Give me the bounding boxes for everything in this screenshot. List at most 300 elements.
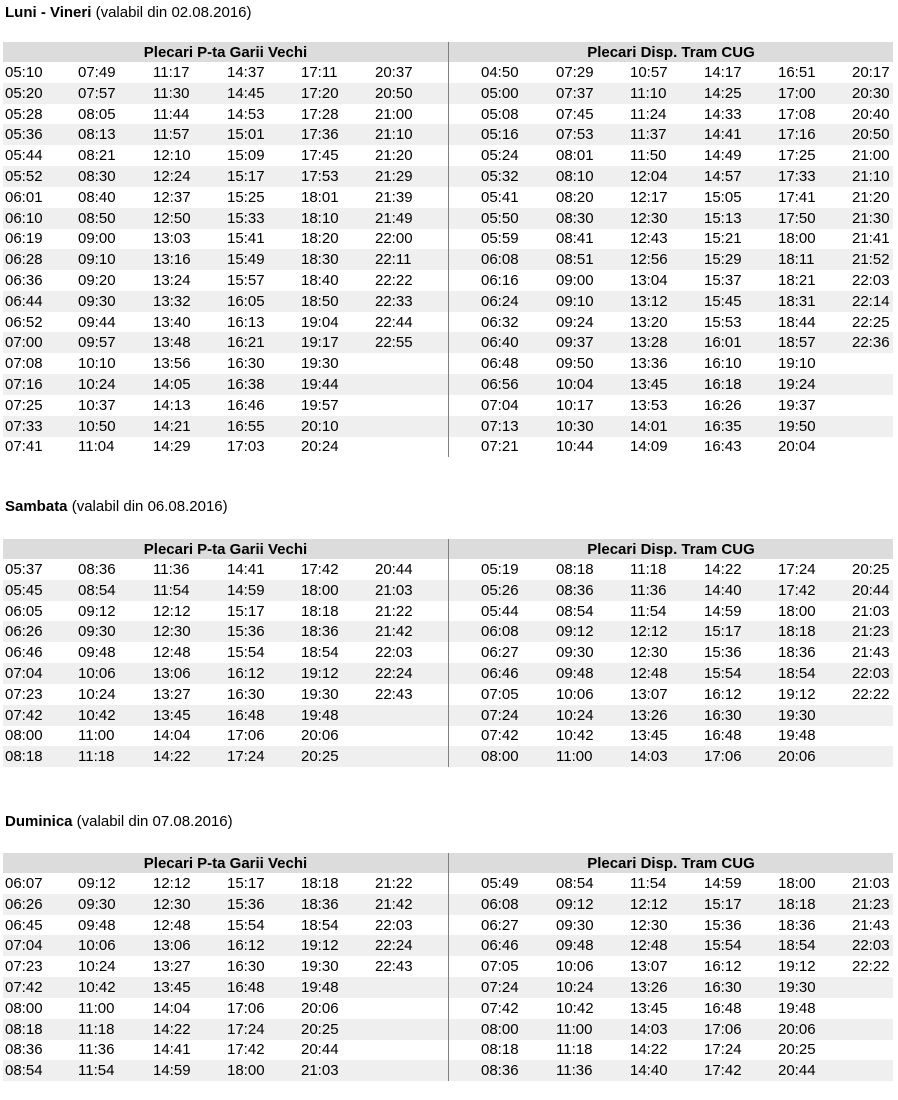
left-departure-time: 12:48 — [153, 916, 191, 934]
left-departure-time: 05:28 — [5, 105, 43, 123]
right-departure-time: 13:26 — [630, 706, 668, 724]
left-departure-time: 14:29 — [153, 438, 191, 456]
right-departure-time: 14:40 — [704, 581, 742, 599]
right-departure-time: 15:29 — [704, 251, 742, 269]
left-departure-time: 10:24 — [78, 376, 116, 393]
left-departure-time: 16:38 — [227, 376, 265, 393]
left-departure-time: 06:52 — [5, 313, 43, 331]
left-departure-time: 11:04 — [78, 438, 115, 456]
left-departure-time: 21:42 — [375, 895, 413, 913]
section-title-validity: (valabil din 02.08.2016) — [91, 4, 252, 21]
left-departure-time: 05:37 — [5, 561, 43, 578]
right-departure-time: 20:04 — [778, 438, 816, 456]
right-departure-time: 15:36 — [704, 916, 742, 934]
left-departure-time: 12:12 — [153, 602, 191, 620]
left-departure-time: 16:21 — [227, 334, 265, 352]
left-column-title: Plecari P-ta Garii Vechi — [143, 855, 308, 872]
left-departure-time: 19:48 — [301, 979, 339, 996]
right-departure-time: 09:30 — [556, 644, 594, 662]
left-departure-time: 21:03 — [375, 581, 413, 599]
right-departure-time: 19:24 — [778, 376, 816, 393]
right-departure-time: 07:53 — [556, 126, 594, 144]
right-departure-time: 10:42 — [556, 727, 594, 745]
right-departure-time: 16:10 — [704, 355, 742, 373]
right-departure-time: 10:44 — [556, 438, 594, 456]
right-column-title: Plecari Disp. Tram CUG — [587, 541, 755, 558]
left-departure-time: 11:44 — [153, 105, 190, 123]
left-departure-time: 14:41 — [153, 1041, 191, 1059]
left-departure-time: 19:12 — [301, 937, 339, 955]
right-departure-time: 09:12 — [556, 623, 594, 641]
right-departure-time: 20:44 — [852, 581, 890, 599]
right-departure-time: 20:06 — [778, 1020, 816, 1038]
left-departure-time: 09:10 — [78, 251, 116, 269]
column-separator — [448, 42, 449, 457]
right-departure-time: 06:27 — [481, 916, 519, 934]
left-departure-time: 18:40 — [301, 272, 339, 289]
left-departure-time: 20:06 — [301, 727, 339, 745]
right-departure-time: 22:36 — [852, 334, 890, 352]
right-departure-time: 22:22 — [852, 685, 890, 703]
left-departure-time: 08:18 — [5, 748, 43, 766]
right-departure-time: 15:37 — [704, 272, 742, 289]
left-departure-time: 18:00 — [301, 581, 339, 599]
right-departure-time: 05:24 — [481, 147, 519, 165]
right-departure-time: 15:54 — [704, 937, 742, 955]
left-departure-time: 11:18 — [78, 748, 115, 766]
left-departure-time: 11:36 — [78, 1041, 115, 1059]
section-title-bold: Sambata — [5, 498, 68, 515]
right-departure-time: 13:28 — [630, 334, 668, 352]
left-departure-time: 15:17 — [227, 168, 265, 185]
right-departure-time: 17:42 — [704, 1062, 742, 1080]
left-departure-time: 10:24 — [78, 685, 116, 703]
right-departure-time: 21:43 — [852, 644, 890, 662]
left-departure-time: 07:49 — [78, 64, 116, 81]
right-departure-time: 13:53 — [630, 396, 668, 414]
right-departure-time: 12:30 — [630, 916, 668, 934]
left-departure-time: 05:44 — [5, 147, 43, 165]
left-departure-time: 17:45 — [301, 147, 339, 165]
left-departure-time: 17:53 — [301, 168, 339, 185]
right-departure-time: 19:50 — [778, 417, 816, 435]
left-departure-time: 11:54 — [153, 581, 190, 599]
right-departure-time: 12:30 — [630, 644, 668, 662]
right-departure-time: 11:18 — [556, 1041, 593, 1059]
right-departure-time: 05:50 — [481, 209, 519, 227]
left-departure-time: 14:22 — [153, 1020, 191, 1038]
left-departure-time: 22:24 — [375, 665, 413, 682]
right-departure-time: 22:14 — [852, 292, 890, 310]
right-departure-time: 15:54 — [704, 665, 742, 682]
right-departure-time: 20:17 — [852, 64, 890, 81]
left-departure-time: 07:41 — [5, 438, 43, 456]
left-departure-time: 16:30 — [227, 355, 265, 373]
left-departure-time: 14:53 — [227, 105, 265, 123]
right-departure-time: 05:44 — [481, 602, 519, 620]
right-departure-time: 18:00 — [778, 875, 816, 892]
right-departure-time: 18:11 — [778, 251, 815, 269]
left-departure-time: 20:24 — [301, 438, 339, 456]
right-departure-time: 21:00 — [852, 147, 890, 165]
right-departure-time: 17:24 — [778, 561, 816, 578]
left-departure-time: 09:12 — [78, 875, 116, 892]
right-departure-time: 14:01 — [630, 417, 668, 435]
right-departure-time: 07:05 — [481, 958, 519, 976]
right-departure-time: 21:30 — [852, 209, 890, 227]
right-departure-time: 07:13 — [481, 417, 519, 435]
right-departure-time: 17:33 — [778, 168, 816, 185]
left-departure-time: 13:48 — [153, 334, 191, 352]
right-departure-time: 20:25 — [852, 561, 890, 578]
right-departure-time: 15:45 — [704, 292, 742, 310]
left-departure-time: 07:00 — [5, 334, 43, 352]
left-departure-time: 11:00 — [78, 727, 115, 745]
right-departure-time: 10:30 — [556, 417, 594, 435]
left-departure-time: 13:06 — [153, 665, 191, 682]
left-column-title: Plecari P-ta Garii Vechi — [143, 541, 308, 558]
left-departure-time: 22:33 — [375, 292, 413, 310]
left-departure-time: 06:10 — [5, 209, 43, 227]
right-departure-time: 14:03 — [630, 748, 668, 766]
left-departure-time: 22:00 — [375, 230, 413, 248]
right-departure-time: 07:42 — [481, 727, 519, 745]
left-departure-time: 18:01 — [301, 188, 339, 206]
right-departure-time: 18:54 — [778, 665, 816, 682]
left-departure-time: 08:36 — [5, 1041, 43, 1059]
left-departure-time: 16:46 — [227, 396, 265, 414]
right-departure-time: 11:00 — [556, 1020, 593, 1038]
left-departure-time: 18:30 — [301, 251, 339, 269]
right-departure-time: 22:22 — [852, 958, 890, 976]
right-departure-time: 09:10 — [556, 292, 594, 310]
right-departure-time: 08:01 — [556, 147, 594, 165]
left-departure-time: 10:50 — [78, 417, 116, 435]
left-departure-time: 20:50 — [375, 84, 413, 102]
right-departure-time: 12:48 — [630, 937, 668, 955]
left-column-title: Plecari P-ta Garii Vechi — [143, 44, 308, 61]
left-departure-time: 15:54 — [227, 644, 265, 662]
right-departure-time: 08:30 — [556, 209, 594, 227]
left-departure-time: 19:30 — [301, 355, 339, 373]
left-departure-time: 16:12 — [227, 937, 265, 955]
right-departure-time: 14:40 — [630, 1062, 668, 1080]
right-departure-time: 20:06 — [778, 748, 816, 766]
right-departure-time: 05:32 — [481, 168, 519, 185]
right-departure-time: 22:03 — [852, 937, 890, 955]
left-departure-time: 06:36 — [5, 272, 43, 289]
right-departure-time: 07:37 — [556, 84, 594, 102]
right-departure-time: 19:12 — [778, 685, 816, 703]
right-departure-time: 17:41 — [778, 188, 816, 206]
left-departure-time: 20:44 — [375, 561, 413, 578]
left-departure-time: 12:10 — [153, 147, 191, 165]
left-departure-time: 10:06 — [78, 665, 116, 682]
right-departure-time: 06:40 — [481, 334, 519, 352]
left-departure-time: 08:00 — [5, 999, 43, 1017]
left-departure-time: 22:43 — [375, 685, 413, 703]
left-departure-time: 17:11 — [301, 64, 338, 81]
right-departure-time: 13:04 — [630, 272, 668, 289]
left-departure-time: 09:12 — [78, 602, 116, 620]
right-departure-time: 08:51 — [556, 251, 594, 269]
left-departure-time: 05:52 — [5, 168, 43, 185]
right-departure-time: 12:12 — [630, 623, 668, 641]
left-departure-time: 18:18 — [301, 602, 339, 620]
right-departure-time: 14:17 — [704, 64, 742, 81]
left-departure-time: 13:27 — [153, 685, 191, 703]
right-departure-time: 18:18 — [778, 895, 816, 913]
left-departure-time: 09:57 — [78, 334, 116, 352]
right-departure-time: 13:07 — [630, 958, 668, 976]
right-departure-time: 10:04 — [556, 376, 594, 393]
left-departure-time: 13:24 — [153, 272, 191, 289]
left-departure-time: 21:00 — [375, 105, 413, 123]
right-departure-time: 15:36 — [704, 644, 742, 662]
right-departure-time: 13:45 — [630, 999, 668, 1017]
left-departure-time: 06:01 — [5, 188, 43, 206]
left-departure-time: 18:50 — [301, 292, 339, 310]
left-departure-time: 12:48 — [153, 644, 191, 662]
left-departure-time: 13:56 — [153, 355, 191, 373]
left-departure-time: 20:06 — [301, 999, 339, 1017]
right-departure-time: 16:35 — [704, 417, 742, 435]
right-departure-time: 21:03 — [852, 602, 890, 620]
right-departure-time: 06:08 — [481, 623, 519, 641]
section-title — [5, 813, 233, 830]
left-departure-time: 08:50 — [78, 209, 116, 227]
right-departure-time: 11:10 — [630, 84, 667, 102]
left-departure-time: 20:44 — [301, 1041, 339, 1059]
right-departure-time: 08:36 — [556, 581, 594, 599]
right-departure-time: 10:42 — [556, 999, 594, 1017]
left-departure-time: 17:03 — [227, 438, 265, 456]
left-departure-time: 17:06 — [227, 999, 265, 1017]
left-departure-time: 19:17 — [301, 334, 339, 352]
left-departure-time: 10:42 — [78, 706, 116, 724]
right-departure-time: 14:59 — [704, 602, 742, 620]
left-departure-time: 15:25 — [227, 188, 265, 206]
left-departure-time: 19:48 — [301, 706, 339, 724]
left-departure-time: 14:13 — [153, 396, 191, 414]
left-departure-time: 21:22 — [375, 875, 413, 892]
right-departure-time: 14:25 — [704, 84, 742, 102]
left-departure-time: 13:03 — [153, 230, 191, 248]
left-departure-time: 18:20 — [301, 230, 339, 248]
right-departure-time: 18:00 — [778, 602, 816, 620]
left-departure-time: 12:30 — [153, 623, 191, 641]
right-departure-time: 13:26 — [630, 979, 668, 996]
left-departure-time: 07:16 — [5, 376, 43, 393]
right-departure-time: 10:57 — [630, 64, 668, 81]
right-departure-time: 13:45 — [630, 727, 668, 745]
right-departure-time: 09:37 — [556, 334, 594, 352]
left-departure-time: 06:46 — [5, 644, 43, 662]
right-departure-time: 11:54 — [630, 875, 667, 892]
right-departure-time: 16:30 — [704, 706, 742, 724]
left-departure-time: 12:50 — [153, 209, 191, 227]
right-departure-time: 06:56 — [481, 376, 519, 393]
left-departure-time: 20:37 — [375, 64, 413, 81]
left-departure-time: 07:42 — [5, 706, 43, 724]
left-departure-time: 15:57 — [227, 272, 265, 289]
right-departure-time: 17:25 — [778, 147, 816, 165]
left-departure-time: 20:25 — [301, 1020, 339, 1038]
left-departure-time: 11:00 — [78, 999, 115, 1017]
section-title — [5, 498, 228, 515]
left-departure-time: 17:24 — [227, 748, 265, 766]
left-departure-time: 17:36 — [301, 126, 339, 144]
left-departure-time: 09:30 — [78, 292, 116, 310]
left-departure-time: 16:30 — [227, 685, 265, 703]
left-departure-time: 08:18 — [5, 1020, 43, 1038]
left-departure-time: 21:49 — [375, 209, 413, 227]
right-departure-time: 22:25 — [852, 313, 890, 331]
left-departure-time: 07:23 — [5, 958, 43, 976]
right-departure-time: 17:24 — [704, 1041, 742, 1059]
right-departure-time: 11:37 — [630, 126, 667, 144]
left-departure-time: 12:12 — [153, 875, 191, 892]
left-departure-time: 08:54 — [5, 1062, 43, 1080]
left-departure-time: 19:30 — [301, 685, 339, 703]
left-departure-time: 18:00 — [227, 1062, 265, 1080]
left-departure-time: 13:45 — [153, 979, 191, 996]
left-departure-time: 17:06 — [227, 727, 265, 745]
right-departure-time: 05:59 — [481, 230, 519, 248]
right-departure-time: 08:54 — [556, 602, 594, 620]
left-departure-time: 07:42 — [5, 979, 43, 996]
left-departure-time: 08:54 — [78, 581, 116, 599]
left-departure-time: 10:42 — [78, 979, 116, 996]
left-departure-time: 18:18 — [301, 875, 339, 892]
left-departure-time: 09:30 — [78, 623, 116, 641]
left-departure-time: 22:03 — [375, 916, 413, 934]
right-departure-time: 22:03 — [852, 272, 890, 289]
right-departure-time: 16:51 — [778, 64, 816, 81]
right-departure-time: 09:30 — [556, 916, 594, 934]
right-departure-time: 15:13 — [704, 209, 742, 227]
right-departure-time: 18:36 — [778, 644, 816, 662]
left-departure-time: 09:48 — [78, 644, 116, 662]
right-departure-time: 05:19 — [481, 561, 519, 578]
right-departure-time: 09:12 — [556, 895, 594, 913]
right-departure-time: 06:48 — [481, 355, 519, 373]
section-title-bold: Luni - Vineri — [5, 4, 92, 21]
left-departure-time: 09:44 — [78, 313, 116, 331]
left-departure-time: 17:42 — [301, 561, 339, 578]
right-departure-time: 07:04 — [481, 396, 519, 414]
column-separator — [448, 853, 449, 1081]
left-departure-time: 21:03 — [301, 1062, 339, 1080]
left-departure-time: 17:42 — [227, 1041, 265, 1059]
right-departure-time: 13:45 — [630, 376, 668, 393]
right-departure-time: 15:05 — [704, 188, 742, 206]
right-departure-time: 19:37 — [778, 396, 816, 414]
right-departure-time: 16:48 — [704, 999, 742, 1017]
right-departure-time: 12:12 — [630, 895, 668, 913]
right-departure-time: 17:00 — [778, 84, 816, 102]
left-departure-time: 11:57 — [153, 126, 190, 144]
right-departure-time: 11:50 — [630, 147, 667, 165]
right-departure-time: 19:12 — [778, 958, 816, 976]
right-departure-time: 13:07 — [630, 685, 668, 703]
right-departure-time: 19:30 — [778, 706, 816, 724]
right-departure-time: 06:08 — [481, 251, 519, 269]
left-departure-time: 18:54 — [301, 916, 339, 934]
left-departure-time: 15:36 — [227, 623, 265, 641]
left-departure-time: 15:09 — [227, 147, 265, 165]
left-departure-time: 22:55 — [375, 334, 413, 352]
left-departure-time: 12:24 — [153, 168, 191, 185]
right-column-title: Plecari Disp. Tram CUG — [587, 44, 755, 61]
left-departure-time: 22:44 — [375, 313, 413, 331]
right-departure-time: 16:12 — [704, 958, 742, 976]
right-departure-time: 14:57 — [704, 168, 742, 185]
left-departure-time: 22:11 — [375, 251, 412, 269]
right-departure-time: 16:12 — [704, 685, 742, 703]
left-departure-time: 14:05 — [153, 376, 191, 393]
left-departure-time: 16:12 — [227, 665, 265, 682]
right-departure-time: 09:00 — [556, 272, 594, 289]
right-departure-time: 19:48 — [778, 727, 816, 745]
right-departure-time: 06:46 — [481, 665, 519, 682]
left-departure-time: 15:49 — [227, 251, 265, 269]
left-departure-time: 07:33 — [5, 417, 43, 435]
section-title — [5, 4, 252, 21]
right-departure-time: 11:18 — [630, 561, 667, 578]
right-departure-time: 17:42 — [778, 581, 816, 599]
left-departure-time: 21:42 — [375, 623, 413, 641]
left-departure-time: 06:44 — [5, 292, 43, 310]
right-departure-time: 05:16 — [481, 126, 519, 144]
left-departure-time: 15:41 — [227, 230, 265, 248]
right-departure-time: 06:27 — [481, 644, 519, 662]
left-departure-time: 21:39 — [375, 188, 413, 206]
right-departure-time: 06:08 — [481, 895, 519, 913]
right-departure-time: 14:59 — [704, 875, 742, 892]
right-departure-time: 17:16 — [778, 126, 816, 144]
right-departure-time: 10:06 — [556, 685, 594, 703]
left-departure-time: 08:13 — [78, 126, 116, 144]
right-departure-time: 11:00 — [556, 748, 593, 766]
left-departure-time: 07:04 — [5, 665, 43, 682]
right-departure-time: 09:48 — [556, 937, 594, 955]
left-departure-time: 05:20 — [5, 84, 43, 102]
left-departure-time: 16:05 — [227, 292, 265, 310]
left-departure-time: 19:30 — [301, 958, 339, 976]
left-departure-time: 15:36 — [227, 895, 265, 913]
left-departure-time: 11:30 — [153, 84, 190, 102]
right-departure-time: 07:05 — [481, 685, 519, 703]
section-title-validity: (valabil din 07.08.2016) — [72, 813, 233, 830]
column-separator — [448, 539, 449, 767]
right-departure-time: 08:10 — [556, 168, 594, 185]
right-departure-time: 15:17 — [704, 623, 742, 641]
left-departure-time: 11:18 — [78, 1020, 115, 1038]
right-departure-time: 08:00 — [481, 748, 519, 766]
left-departure-time: 06:05 — [5, 602, 43, 620]
left-departure-time: 22:03 — [375, 644, 413, 662]
right-departure-time: 20:25 — [778, 1041, 816, 1059]
right-departure-time: 06:16 — [481, 272, 519, 289]
left-departure-time: 11:54 — [78, 1062, 115, 1080]
left-departure-time: 14:45 — [227, 84, 265, 102]
left-departure-time: 21:10 — [375, 126, 413, 144]
right-departure-time: 16:43 — [704, 438, 742, 456]
left-departure-time: 17:24 — [227, 1020, 265, 1038]
left-departure-time: 15:01 — [227, 126, 265, 144]
left-departure-time: 13:27 — [153, 958, 191, 976]
